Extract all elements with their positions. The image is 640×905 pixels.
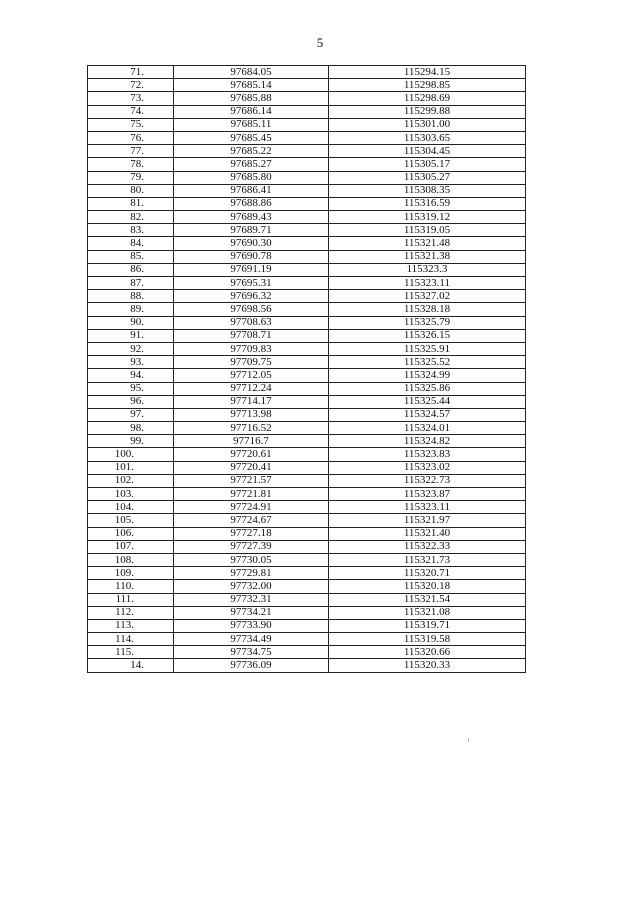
point-number-cell xyxy=(88,224,174,237)
point-number-cell xyxy=(88,408,174,421)
y-coordinate-cell: 115326.15 xyxy=(329,329,526,342)
point-number: 81. xyxy=(130,197,144,210)
table-row xyxy=(88,79,526,92)
point-number-cell xyxy=(88,580,174,593)
x-coordinate-cell: 97732.31 xyxy=(174,593,329,606)
point-number: 92. xyxy=(130,342,144,355)
y-coordinate-cell: 115319.71 xyxy=(329,619,526,632)
point-number: 99. xyxy=(130,434,144,447)
x-coordinate-cell: 97724.91 xyxy=(174,501,329,514)
x-coordinate-cell: 97734.49 xyxy=(174,633,329,646)
y-coordinate-cell: 115321.38 xyxy=(329,250,526,263)
table-row xyxy=(88,659,526,672)
table-row xyxy=(88,567,526,580)
table-row xyxy=(88,145,526,158)
scan-speck xyxy=(468,738,469,742)
table-row xyxy=(88,369,526,382)
x-coordinate-cell: 97714.17 xyxy=(174,395,329,408)
table-row xyxy=(88,514,526,527)
point-number-cell xyxy=(88,66,174,79)
point-number-cell xyxy=(88,369,174,382)
x-coordinate-cell: 97708.71 xyxy=(174,329,329,342)
table-row xyxy=(88,580,526,593)
y-coordinate-cell: 115320.66 xyxy=(329,646,526,659)
y-coordinate-cell: 115304.45 xyxy=(329,145,526,158)
point-number: 110. xyxy=(115,579,134,592)
point-number-cell xyxy=(88,145,174,158)
y-coordinate-cell: 115322.73 xyxy=(329,474,526,487)
point-number: 84. xyxy=(130,237,144,250)
point-number: 71. xyxy=(130,65,144,78)
table-row xyxy=(88,488,526,501)
point-number-cell xyxy=(88,250,174,263)
point-number-cell xyxy=(88,659,174,672)
point-number-cell xyxy=(88,567,174,580)
point-number: 72. xyxy=(130,78,144,91)
y-coordinate-cell: 115294.15 xyxy=(329,66,526,79)
x-coordinate-cell: 97721.81 xyxy=(174,488,329,501)
x-coordinate-cell: 97695.31 xyxy=(174,277,329,290)
x-coordinate-cell: 97720.41 xyxy=(174,461,329,474)
point-number: 103. xyxy=(114,487,134,500)
point-number-cell xyxy=(88,488,174,501)
point-number-cell xyxy=(88,633,174,646)
y-coordinate-cell: 115323.11 xyxy=(329,277,526,290)
point-number: 108. xyxy=(114,553,134,566)
y-coordinate-cell: 115298.69 xyxy=(329,92,526,105)
table-row xyxy=(88,290,526,303)
point-number-cell xyxy=(88,619,174,632)
point-number: 89. xyxy=(130,302,144,315)
point-number-cell xyxy=(88,263,174,276)
y-coordinate-cell: 115323.83 xyxy=(329,448,526,461)
point-number: 105. xyxy=(114,513,134,526)
table-row xyxy=(88,263,526,276)
point-number: 85. xyxy=(130,250,144,263)
table-row xyxy=(88,303,526,316)
point-number-cell xyxy=(88,158,174,171)
point-number: 75. xyxy=(130,118,144,131)
x-coordinate-cell: 97729.81 xyxy=(174,567,329,580)
x-coordinate-cell: 97685.14 xyxy=(174,79,329,92)
table-row xyxy=(88,316,526,329)
point-number-cell xyxy=(88,211,174,224)
table-row xyxy=(88,408,526,421)
point-number-cell xyxy=(88,342,174,355)
point-number: 88. xyxy=(130,289,144,302)
point-number: 96. xyxy=(130,395,144,408)
y-coordinate-cell: 115325.79 xyxy=(329,316,526,329)
point-number-cell xyxy=(88,395,174,408)
point-number: 86. xyxy=(130,263,144,276)
table-row xyxy=(88,237,526,250)
x-coordinate-cell: 97685.22 xyxy=(174,145,329,158)
y-coordinate-cell: 115319.05 xyxy=(329,224,526,237)
point-number-cell xyxy=(88,474,174,487)
x-coordinate-cell: 97684.05 xyxy=(174,66,329,79)
point-number-cell xyxy=(88,356,174,369)
point-number: 77. xyxy=(130,144,144,157)
y-coordinate-cell: 115321.54 xyxy=(329,593,526,606)
y-coordinate-cell: 115324.01 xyxy=(329,422,526,435)
point-number: 80. xyxy=(130,184,144,197)
y-coordinate-cell: 115325.44 xyxy=(329,395,526,408)
y-coordinate-cell: 115324.82 xyxy=(329,435,526,448)
x-coordinate-cell: 97698.56 xyxy=(174,303,329,316)
point-number-cell xyxy=(88,540,174,553)
table-row xyxy=(88,277,526,290)
point-number-cell xyxy=(88,184,174,197)
y-coordinate-cell: 115322.33 xyxy=(329,540,526,553)
point-number: 95. xyxy=(130,382,144,395)
table-row xyxy=(88,633,526,646)
point-number-cell xyxy=(88,606,174,619)
point-number-cell xyxy=(88,237,174,250)
point-number: 14. xyxy=(130,659,144,672)
y-coordinate-cell: 115319.12 xyxy=(329,211,526,224)
y-coordinate-cell: 115301.00 xyxy=(329,118,526,131)
point-number: 115. xyxy=(115,645,134,658)
table-row xyxy=(88,92,526,105)
table-row xyxy=(88,356,526,369)
table-row xyxy=(88,211,526,224)
point-number: 112. xyxy=(115,606,134,619)
y-coordinate-cell: 115321.97 xyxy=(329,514,526,527)
point-number: 98. xyxy=(130,421,144,434)
point-number-cell xyxy=(88,514,174,527)
table-row xyxy=(88,131,526,144)
y-coordinate-cell: 115321.73 xyxy=(329,553,526,566)
table-row xyxy=(88,224,526,237)
x-coordinate-cell: 97691.19 xyxy=(174,263,329,276)
y-coordinate-cell: 115325.86 xyxy=(329,382,526,395)
table-row xyxy=(88,105,526,118)
table-row xyxy=(88,593,526,606)
y-coordinate-cell: 115299.88 xyxy=(329,105,526,118)
point-number-cell xyxy=(88,329,174,342)
point-number-cell xyxy=(88,501,174,514)
y-coordinate-cell: 115321.48 xyxy=(329,237,526,250)
table-row xyxy=(88,197,526,210)
point-number: 73. xyxy=(130,91,144,104)
y-coordinate-cell: 115298.85 xyxy=(329,79,526,92)
table-row xyxy=(88,501,526,514)
x-coordinate-cell: 97736.09 xyxy=(174,659,329,672)
x-coordinate-cell: 97712.05 xyxy=(174,369,329,382)
point-number: 102. xyxy=(114,474,134,487)
point-number: 107. xyxy=(114,540,134,553)
x-coordinate-cell: 97724.67 xyxy=(174,514,329,527)
page-number: 5 xyxy=(316,35,324,50)
y-coordinate-cell: 115321.08 xyxy=(329,606,526,619)
point-number: 114. xyxy=(115,632,134,645)
y-coordinate-cell: 115324.57 xyxy=(329,408,526,421)
point-number-cell xyxy=(88,593,174,606)
table-row xyxy=(88,422,526,435)
point-number-cell xyxy=(88,131,174,144)
x-coordinate-cell: 97685.11 xyxy=(174,118,329,131)
y-coordinate-cell: 115320.18 xyxy=(329,580,526,593)
point-number: 76. xyxy=(130,131,144,144)
y-coordinate-cell: 115308.35 xyxy=(329,184,526,197)
y-coordinate-cell: 115323.87 xyxy=(329,488,526,501)
table-row xyxy=(88,540,526,553)
y-coordinate-cell: 115325.52 xyxy=(329,356,526,369)
y-coordinate-cell: 115305.17 xyxy=(329,158,526,171)
point-number: 111. xyxy=(115,593,134,606)
point-number: 87. xyxy=(130,276,144,289)
y-coordinate-cell: 115325.91 xyxy=(329,342,526,355)
coordinates-table-body xyxy=(88,66,526,673)
x-coordinate-cell: 97685.80 xyxy=(174,171,329,184)
y-coordinate-cell: 115320.71 xyxy=(329,567,526,580)
table-row xyxy=(88,66,526,79)
x-coordinate-cell: 97716.7 xyxy=(174,435,329,448)
x-coordinate-cell: 97721.57 xyxy=(174,474,329,487)
point-number: 90. xyxy=(130,316,144,329)
table-row xyxy=(88,158,526,171)
table-row xyxy=(88,646,526,659)
x-coordinate-cell: 97686.14 xyxy=(174,105,329,118)
table-row xyxy=(88,250,526,263)
x-coordinate-cell: 97685.45 xyxy=(174,131,329,144)
point-number: 94. xyxy=(130,368,144,381)
y-coordinate-cell: 115321.40 xyxy=(329,527,526,540)
point-number-cell xyxy=(88,448,174,461)
point-number-cell xyxy=(88,435,174,448)
x-coordinate-cell: 97690.78 xyxy=(174,250,329,263)
x-coordinate-cell: 97709.75 xyxy=(174,356,329,369)
table-row xyxy=(88,474,526,487)
table-row xyxy=(88,619,526,632)
coordinates-table xyxy=(87,65,526,673)
x-coordinate-cell: 97713.98 xyxy=(174,408,329,421)
point-number: 104. xyxy=(114,500,134,513)
x-coordinate-cell: 97689.43 xyxy=(174,211,329,224)
x-coordinate-cell: 97734.75 xyxy=(174,646,329,659)
table-row xyxy=(88,342,526,355)
point-number-cell xyxy=(88,79,174,92)
y-coordinate-cell: 115323.11 xyxy=(329,501,526,514)
table-row xyxy=(88,461,526,474)
y-coordinate-cell: 115324.99 xyxy=(329,369,526,382)
y-coordinate-cell: 115316.59 xyxy=(329,197,526,210)
y-coordinate-cell: 115319.58 xyxy=(329,633,526,646)
point-number-cell xyxy=(88,277,174,290)
table-row xyxy=(88,184,526,197)
point-number-cell xyxy=(88,527,174,540)
x-coordinate-cell: 97686.41 xyxy=(174,184,329,197)
point-number-cell xyxy=(88,290,174,303)
table-row xyxy=(88,448,526,461)
x-coordinate-cell: 97727.39 xyxy=(174,540,329,553)
point-number: 113. xyxy=(115,619,134,632)
x-coordinate-cell: 97688.86 xyxy=(174,197,329,210)
x-coordinate-cell: 97696.32 xyxy=(174,290,329,303)
point-number: 79. xyxy=(130,171,144,184)
point-number-cell xyxy=(88,105,174,118)
table-row xyxy=(88,171,526,184)
point-number: 91. xyxy=(130,329,144,342)
table-row xyxy=(88,118,526,131)
point-number-cell xyxy=(88,197,174,210)
point-number-cell xyxy=(88,553,174,566)
table-row xyxy=(88,553,526,566)
point-number: 78. xyxy=(130,157,144,170)
point-number-cell xyxy=(88,92,174,105)
y-coordinate-cell: 115328.18 xyxy=(329,303,526,316)
point-number: 97. xyxy=(130,408,144,421)
point-number: 74. xyxy=(130,105,144,118)
point-number: 93. xyxy=(130,355,144,368)
x-coordinate-cell: 97685.27 xyxy=(174,158,329,171)
y-coordinate-cell: 115323.02 xyxy=(329,461,526,474)
point-number-cell xyxy=(88,646,174,659)
table-row xyxy=(88,435,526,448)
y-coordinate-cell: 115320.33 xyxy=(329,659,526,672)
y-coordinate-cell: 115323.3 xyxy=(329,263,526,276)
x-coordinate-cell: 97709.83 xyxy=(174,342,329,355)
x-coordinate-cell: 97712.24 xyxy=(174,382,329,395)
x-coordinate-cell: 97689.71 xyxy=(174,224,329,237)
point-number-cell xyxy=(88,118,174,131)
table-row xyxy=(88,395,526,408)
point-number: 83. xyxy=(130,223,144,236)
point-number-cell xyxy=(88,382,174,395)
x-coordinate-cell: 97716.52 xyxy=(174,422,329,435)
point-number: 101. xyxy=(114,461,134,474)
table-row xyxy=(88,606,526,619)
y-coordinate-cell: 115327.02 xyxy=(329,290,526,303)
point-number: 106. xyxy=(114,527,134,540)
x-coordinate-cell: 97733.90 xyxy=(174,619,329,632)
point-number-cell xyxy=(88,461,174,474)
y-coordinate-cell: 115303.65 xyxy=(329,131,526,144)
x-coordinate-cell: 97730.05 xyxy=(174,553,329,566)
point-number: 82. xyxy=(130,210,144,223)
table-row xyxy=(88,329,526,342)
x-coordinate-cell: 97720.61 xyxy=(174,448,329,461)
point-number-cell xyxy=(88,171,174,184)
table-row xyxy=(88,382,526,395)
table-row xyxy=(88,527,526,540)
point-number-cell xyxy=(88,422,174,435)
point-number-cell xyxy=(88,316,174,329)
x-coordinate-cell: 97732.00 xyxy=(174,580,329,593)
point-number: 109. xyxy=(114,566,134,579)
x-coordinate-cell: 97708.63 xyxy=(174,316,329,329)
point-number: 100. xyxy=(114,448,134,461)
x-coordinate-cell: 97734.21 xyxy=(174,606,329,619)
x-coordinate-cell: 97685.88 xyxy=(174,92,329,105)
point-number-cell xyxy=(88,303,174,316)
x-coordinate-cell: 97690.30 xyxy=(174,237,329,250)
x-coordinate-cell: 97727.18 xyxy=(174,527,329,540)
y-coordinate-cell: 115305.27 xyxy=(329,171,526,184)
